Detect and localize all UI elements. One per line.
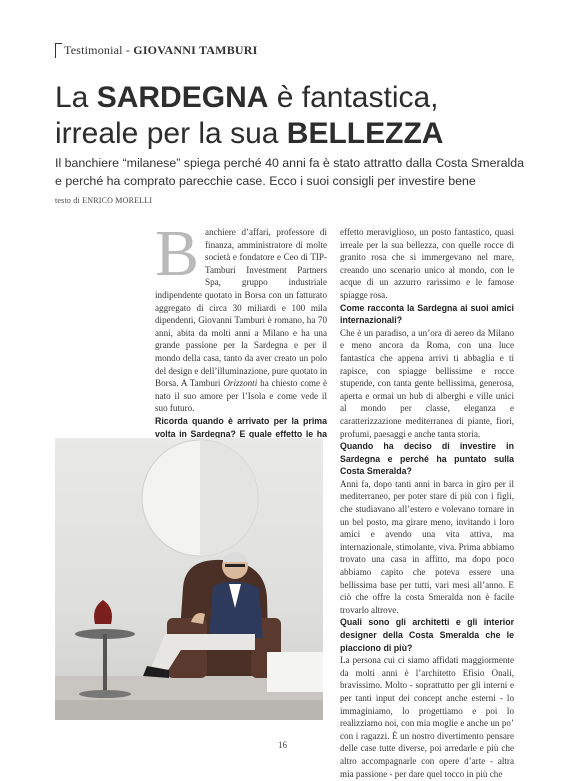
answer-1-continued: effetto meraviglioso, un posto fantastico, quasi irreale per la sua bellezza, con quelle rocce di granito rosa che si immergevano nel mare, creando uno scenario unico al mondo, con le acque di un azzurro rarissimo e le famose spiagge rosa. — [340, 227, 514, 300]
magazine-name: Orizzonti — [223, 378, 258, 389]
headline-line-2 — [55, 116, 443, 152]
rug — [55, 700, 323, 720]
section-bracket — [55, 43, 62, 58]
portrait-illustration — [55, 438, 323, 720]
drop-cap: B — [155, 217, 200, 290]
section-header — [64, 43, 258, 58]
deck-line-2: e perché ha comprato parecchie case. Ecco i suoi consigli per investire bene — [55, 174, 476, 188]
headline-text: è fantastica, — [268, 81, 439, 114]
article-column-left — [155, 217, 327, 465]
headline-text: La — [55, 81, 97, 114]
answer-4: La persona cui ci siamo affidati maggiormente da molti anni è l’architetto Efisio Onali, bravissimo. Molto - soprattutto per gli interni e per tanti input dei concept anche esterni - lo immaginiamo, lo progettiamo e poi lo realizziamo noi, con mia moglie e anche un po’ con i ragazzi. È un nostro divertimento pensare delle case tutte diverse, poi arredarle e più che altro accompagnarle con opere d’arte - altra mia passione - per dare quel tocco in più che — [340, 655, 514, 779]
answer-2: Che è un paradiso, a un’ora di aereo da Milano e meno ancora da Roma, con una luce fantastica che appena arrivi ti abbaglia e ti rapisce, con spiagge bellissime e rocce stupende, con tanta gente bellissima, generosa, aperta e ormai un hub di alberghi e ville unici al mondo per classe, eleganza e caratterizzazione mediterranea di piante, fiori, profumi, paesaggi e anche tanta storia. — [340, 327, 514, 439]
intro-text-end: ha chiesto come è nato il suo amore per l’Isola e come vede il suo futuro. — [155, 378, 327, 414]
article-column-right — [340, 226, 514, 780]
page-number: 16 — [278, 740, 287, 750]
answer-3: Anni fa, dopo tanti anni in barca in giro per il mediterraneo, per poter stare di più con i figli, che studiavano all’estero e volevano tornare in un bel posto, ma girare meno, invitando i loro amici e avendo una vita attiva, ma internazionale, stimolante, viva. Prima abbiamo trovato una casa in affitto, ma dopo poco abbiamo capito che poteva essere una bellissima base per tutti, vari mesi all’anno. E ciò che offre la costa Smeralda non è facile trovarlo altrove. — [340, 478, 514, 615]
side-table-leg — [103, 634, 107, 694]
byline: testo di ENRICO MORELLI — [55, 196, 153, 205]
question-1: Ricorda quando è arrivato per la prima volta in Sardegna? E quale effetto le ha — [155, 415, 327, 439]
portrait-photo — [55, 438, 323, 720]
intro-paragraph — [155, 217, 327, 415]
section-label: Testimonial - — [64, 43, 134, 57]
section-person: GIOVANNI TAMBURI — [133, 43, 258, 57]
red-vase — [94, 600, 112, 624]
person-glasses — [225, 564, 245, 567]
person-hair — [223, 552, 247, 562]
headline-emphasis: SARDEGNA — [96, 81, 269, 114]
headline-emphasis: BELLEZZA — [286, 117, 444, 150]
question-4: Quali sono gli architetti e gli interior designer della Costa Smeralda che le piacciono di più? — [340, 617, 514, 653]
deck-line-1: Il banchiere “milanese” spiega perché 40 anni fa è stato attratto dalla Costa Smeralda — [55, 156, 525, 170]
wall-art-shadow — [200, 440, 258, 556]
intro-text: anchiere d’affari, professore di finanza, amministratore di molte società e fondatore e Ceo di TIP- Tamburi Investment Partners Spa, gruppo industriale indipendente quotato in Borsa con un fatturato aggregato di circa 30 miliardi e 100 mila dipendenti, Giovanni Tamburi è romano, ha 70 anni, abita da molti anni a Milano e ha una grande passione per la Sardegna e per il mondo della casa, tanto da aver creato un polo del design e dell’illuminazione, pure quotato in Borsa. A Tamburi — [155, 227, 327, 389]
low-table — [267, 652, 323, 692]
question-3: Quando ha deciso di investire in Sardegna e perché ha puntato sulla Costa Smeralda? — [340, 441, 514, 477]
headline-line-1 — [55, 80, 439, 116]
headline-text: irreale per la sua — [55, 117, 287, 150]
side-table-base — [79, 690, 131, 698]
question-2: Come racconta la Sardegna ai suoi amici internazionali? — [340, 302, 514, 326]
